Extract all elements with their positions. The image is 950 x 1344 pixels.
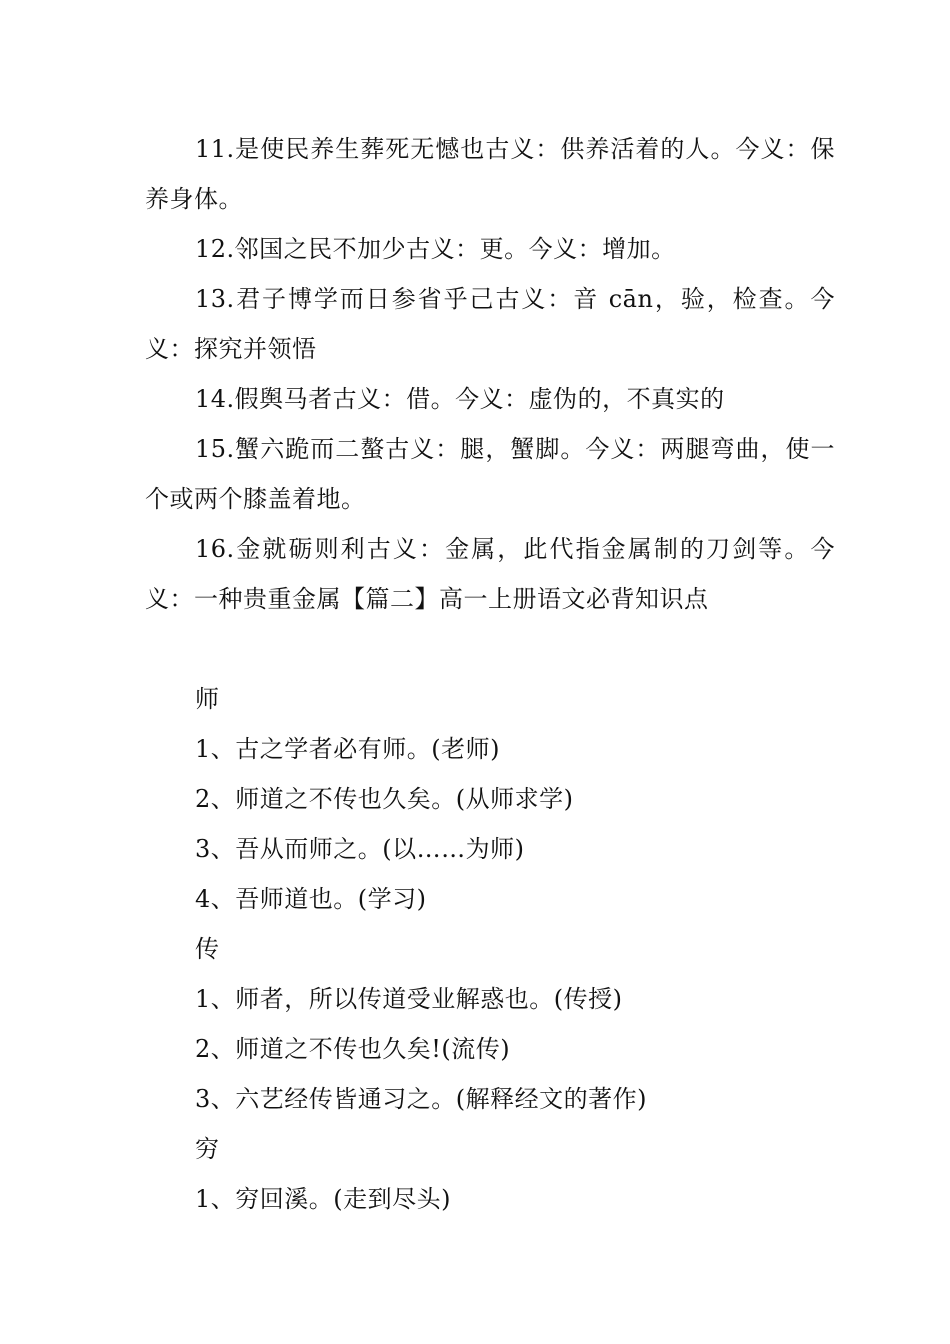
document-body (145, 124, 835, 1224)
heading-qiong: 穷 (195, 1135, 220, 1163)
paragraph-item-11: 11.是使民养生葬死无憾也古义：供养活着的人。今义：保养身体。 (145, 135, 835, 213)
paragraph-item-14: 14.假舆马者古义：借。今义：虚伪的，不真实的 (195, 385, 725, 413)
chuan-item-1: 1、师者，所以传道受业解惑也。(传授) (195, 985, 623, 1013)
heading-shi: 师 (195, 685, 220, 713)
section-gap (145, 624, 835, 674)
shi-item-2: 2、师道之不传也久矣。(从师求学) (195, 785, 574, 813)
chuan-item-2: 2、师道之不传也久矣!(流传) (195, 1035, 511, 1063)
paragraph-item-12: 12.邻国之民不加少古义：更。今义：增加。 (195, 235, 676, 263)
shi-item-1: 1、古之学者必有师。(老师) (195, 735, 500, 763)
qiong-item-1: 1、穷回溪。(走到尽头) (195, 1185, 451, 1213)
shi-item-4: 4、吾师道也。(学习) (195, 885, 427, 913)
paragraph-item-16: 16.金就砺则利古义：金属，此代指金属制的刀剑等。今义：一种贵重金属【篇二】高一上册语文必背知识点 (145, 535, 835, 613)
paragraph-item-13: 13.君子博学而日参省乎己古义：音 cān，验，检查。今义：探究并领悟 (145, 285, 835, 363)
paragraph-item-15: 15.蟹六跪而二螯古义：腿，蟹脚。今义：两腿弯曲，使一个或两个膝盖着地。 (145, 435, 835, 513)
heading-chuan: 传 (195, 935, 220, 963)
chuan-item-3: 3、六艺经传皆通习之。(解释经文的著作) (195, 1085, 647, 1113)
shi-item-3: 3、吾从而师之。(以……为师) (195, 835, 525, 863)
